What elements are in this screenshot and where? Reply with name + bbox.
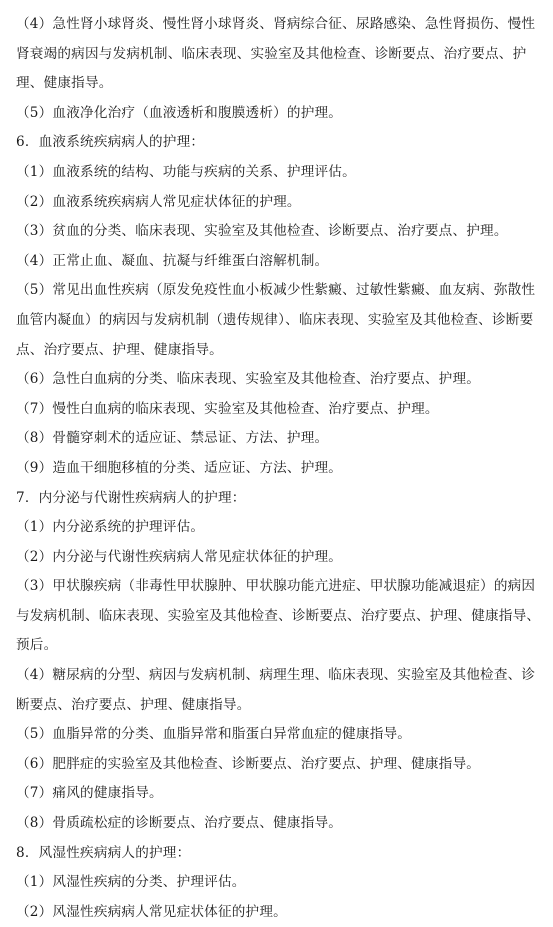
list-item: （7）痛风的健康指导。 xyxy=(16,785,163,802)
list-item: （5）常见出血性疾病（原发免疫性血小板减少性紫癜、过敏性紫癜、血友病、弥散性血管内凝血）的病因与发病机制（遗传规律）、临床表现、实验室及其他检查、诊断要点、治疗要点、护理、健康指导。 xyxy=(16,282,536,358)
list-item: （3）贫血的分类、临床表现、实验室及其他检查、诊断要点、治疗要点、护理。 xyxy=(16,223,508,240)
list-item: （5）血脂异常的分类、血脂异常和脂蛋白异常血症的健康指导。 xyxy=(16,726,412,743)
list-item: （2）内分泌与代谢性疾病病人常见症状体征的护理。 xyxy=(16,548,343,565)
list-item: （4）糖尿病的分型、病因与发病机制、病理生理、临床表现、实验室及其他检查、诊断要点、治疗要点、护理、健康指导。 xyxy=(16,667,536,713)
list-item: （1）血液系统的结构、功能与疾病的关系、护理评估。 xyxy=(16,163,356,180)
list-item: （7）慢性白血病的临床表现、实验室及其他检查、治疗要点、护理。 xyxy=(16,400,439,417)
list-item: （2）风湿性疾病病人常见症状体征的护理。 xyxy=(16,903,287,920)
list-item: （4）急性肾小球肾炎、慢性肾小球肾炎、肾病综合征、尿路感染、急性肾损伤、慢性肾衰竭的病因与发病机制、临床表现、实验室及其他检查、诊断要点、治疗要点、护理、健康指导。 xyxy=(16,16,536,92)
list-item: （3）甲状腺疾病（非毒性甲状腺肿、甲状腺功能亢进症、甲状腺功能减退症）的病因与发病机制、临床表现、实验室及其他检查、诊断要点、治疗要点、护理、健康指导、预后。 xyxy=(16,578,541,654)
list-item: （6）急性白血病的分类、临床表现、实验室及其他检查、治疗要点、护理。 xyxy=(16,371,481,388)
section-heading: 8．风湿性疾病病人的护理： xyxy=(16,844,191,861)
section-heading: 7．内分泌与代谢性疾病病人的护理： xyxy=(16,489,246,506)
list-item: （8）骨髓穿刺术的适应证、禁忌证、方法、护理。 xyxy=(16,430,329,447)
list-item: （6）肥胖症的实验室及其他检查、诊断要点、治疗要点、护理、健康指导。 xyxy=(16,755,481,772)
list-item: （5）血液净化治疗（血液透析和腹膜透析）的护理。 xyxy=(16,104,343,121)
section-heading: 6．血液系统疾病病人的护理： xyxy=(16,134,205,151)
list-item: （8）骨质疏松症的诊断要点、治疗要点、健康指导。 xyxy=(16,815,343,832)
list-item: （1）风湿性疾病的分类、护理评估。 xyxy=(16,874,246,891)
list-item: （9）造血干细胞移植的分类、适应证、方法、护理。 xyxy=(16,459,343,476)
list-item: （1）内分泌系统的护理评估。 xyxy=(16,519,205,536)
list-item: （4）正常止血、凝血、抗凝与纤维蛋白溶解机制。 xyxy=(16,252,329,269)
list-item: （2）血液系统疾病病人常见症状体征的护理。 xyxy=(16,193,301,210)
